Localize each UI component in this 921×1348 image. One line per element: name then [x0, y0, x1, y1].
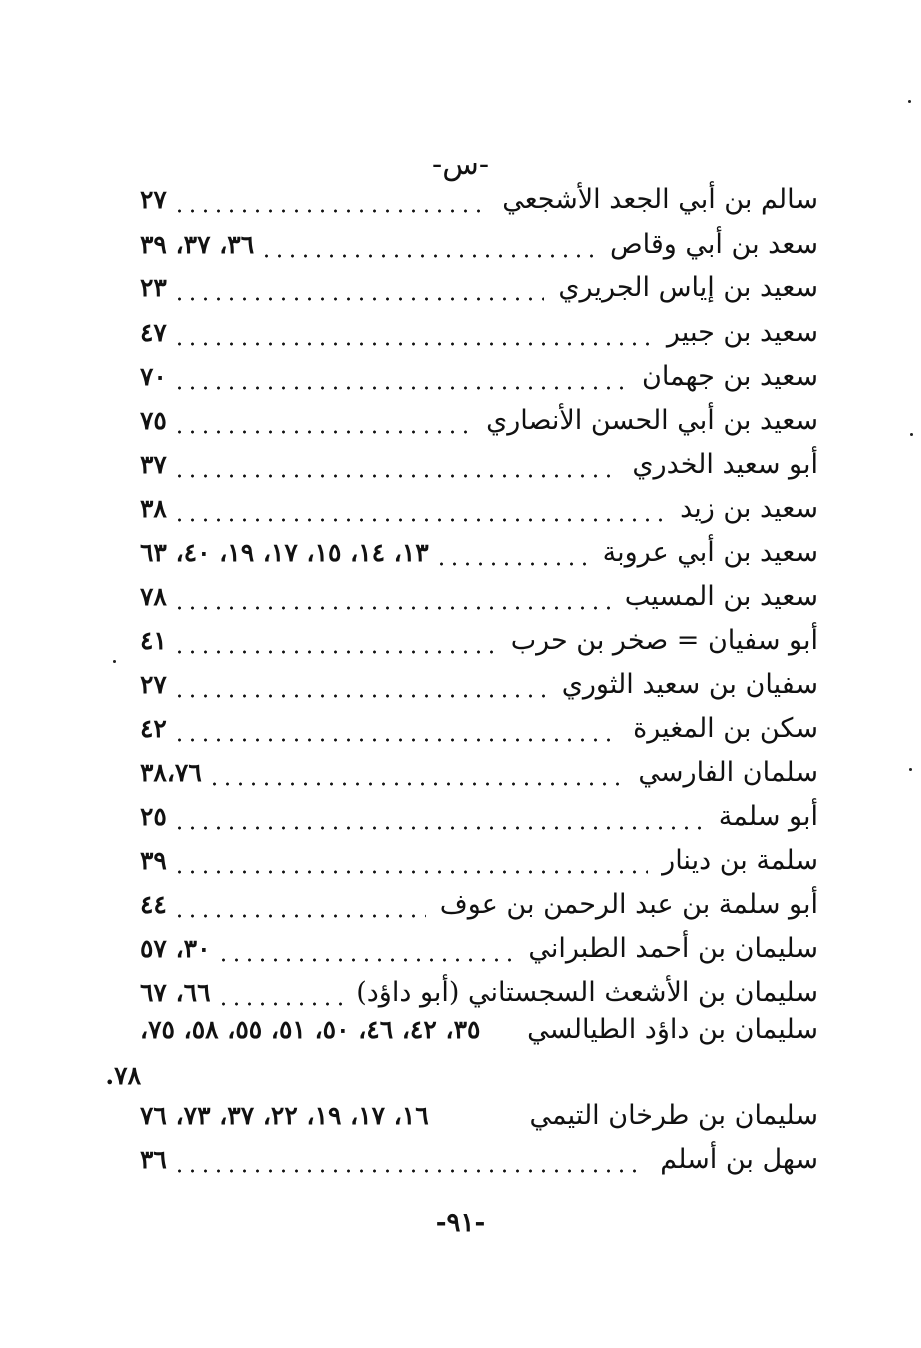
dot-leader [173, 671, 548, 701]
entry-name: سليمان بن طرخان التيمي [529, 1100, 818, 1131]
index-entry [140, 225, 818, 265]
entry-page-numbers: ٢٥ [140, 802, 167, 831]
dot-leader [173, 583, 611, 613]
entry-page-numbers: ٤٤ [140, 890, 167, 919]
entry-page-numbers: ٢٧ [140, 670, 167, 699]
entry-name: سليمان بن الأشعث السجستاني (أبو داؤد) [356, 977, 818, 1008]
entry-name: أبو سلمة بن عبد الرحمن بن عوف [439, 889, 818, 920]
index-entry [140, 180, 818, 220]
index-entry [140, 1010, 818, 1050]
dot-leader [173, 407, 472, 437]
index-entry [140, 1140, 818, 1180]
entry-page-numbers: ٢٧ [140, 185, 167, 214]
dot-leader [173, 803, 705, 833]
index-entry [140, 401, 818, 441]
dot-leader [435, 539, 589, 569]
dot-leader [173, 627, 497, 657]
index-entry [140, 577, 818, 617]
entry-page-numbers: ٣٠، ٥٧ [140, 934, 211, 963]
index-entry [140, 268, 818, 308]
entry-page-numbers: ٤١ [140, 626, 167, 655]
index-entry [140, 313, 818, 353]
dot-leader [173, 495, 666, 525]
entry-name: سعيد بن أبي الحسن الأنصاري [486, 405, 818, 436]
entry-name: أبو سعيد الخدري [632, 449, 818, 480]
dot-leader [173, 186, 488, 216]
entry-name: سفيان بن سعيد الثوري [561, 669, 818, 700]
entry-page-numbers: ٣٥، ٤٢، ٤٦، ٥٠، ٥١، ٥٥، ٥٨، ٧٥، [140, 1015, 481, 1044]
index-entry [140, 621, 818, 661]
index-entry [140, 973, 818, 1013]
dot-leader [173, 319, 653, 349]
scan-speck [908, 100, 911, 103]
index-entry [140, 885, 818, 925]
index-entry [140, 929, 818, 969]
index-entry [140, 1096, 818, 1136]
index-entry [140, 841, 818, 881]
dot-leader [173, 451, 619, 481]
index-entry [140, 709, 818, 749]
dot-leader [217, 935, 515, 965]
entry-page-numbers: ٧٥ [140, 406, 167, 435]
page-number: -٩١- [435, 1208, 486, 1238]
entry-page-numbers: ٣٦، ٣٧، ٣٩ [140, 230, 255, 259]
entry-page-numbers: ٤٧ [140, 318, 167, 347]
dot-leader [173, 274, 545, 304]
dot-leader [173, 715, 619, 745]
entry-page-numbers: ٣٨ [140, 494, 167, 523]
entry-name: سهل بن أسلم [660, 1144, 818, 1175]
dot-leader [260, 231, 596, 261]
entry-name: سعيد بن إياس الجريري [558, 272, 818, 303]
entry-page-numbers: ١٣، ١٤، ١٥، ١٧، ١٩، ٤٠، ٦٣ [140, 538, 429, 567]
entry-page-continuation: ٧٨. [105, 1061, 141, 1090]
scan-speck [113, 660, 116, 663]
entry-page-numbers: ٧٨ [140, 582, 167, 611]
entry-name: سعيد بن زيد [680, 493, 818, 524]
entry-page-numbers: ٣٩ [140, 846, 167, 875]
entry-name: سلمان الفارسي [638, 757, 818, 788]
index-entry [140, 445, 818, 485]
index-entry [140, 797, 818, 837]
entry-page-numbers: ٣٨،٧٦ [140, 758, 202, 787]
entry-name: سعد بن أبي وقاص [610, 229, 818, 260]
dot-leader [173, 891, 426, 921]
entry-page-numbers: ٦٦، ٦٧ [140, 978, 211, 1007]
dot-leader [173, 363, 628, 393]
entry-page-numbers: ٤٢ [140, 714, 167, 743]
dot-leader [208, 759, 625, 789]
index-entry [140, 489, 818, 529]
index-entry [140, 357, 818, 397]
entry-name: سعيد بن جهمان [641, 361, 818, 392]
entry-name: سعيد بن أبي عروبة [602, 537, 818, 568]
entry-page-numbers: ٢٣ [140, 273, 167, 302]
index-entry [140, 665, 818, 705]
entry-name: سالم بن أبي الجعد الأشجعي [502, 184, 818, 215]
entry-page-numbers: ٣٦ [140, 1145, 167, 1174]
entry-name: سلمة بن دينار [662, 845, 818, 876]
entry-page-numbers: ٧٠ [140, 362, 167, 391]
entry-name: أبو سفيان = صخر بن حرب [510, 625, 818, 656]
entry-name: أبو سلمة [718, 801, 818, 832]
entry-name: سليمان بن داؤد الطيالسي [527, 1014, 818, 1045]
entry-name: سليمان بن أحمد الطبراني [528, 933, 818, 964]
entry-name: سعيد بن المسيب [624, 581, 818, 612]
entry-page-numbers: ٣٧ [140, 450, 167, 479]
dot-leader [173, 847, 648, 877]
scan-speck [910, 433, 913, 436]
entry-page-numbers: ١٦، ١٧، ١٩، ٢٢، ٣٧، ٧٣، ٧٦ [140, 1101, 429, 1130]
index-entry [140, 753, 818, 793]
scan-speck [909, 768, 912, 771]
section-letter-heading: -س- [432, 147, 489, 182]
dot-leader [173, 1146, 646, 1176]
dot-leader [217, 979, 343, 1009]
entry-name: سكن بن المغيرة [633, 713, 818, 744]
entry-name: سعيد بن جبير [666, 317, 818, 348]
index-entry [140, 533, 818, 573]
